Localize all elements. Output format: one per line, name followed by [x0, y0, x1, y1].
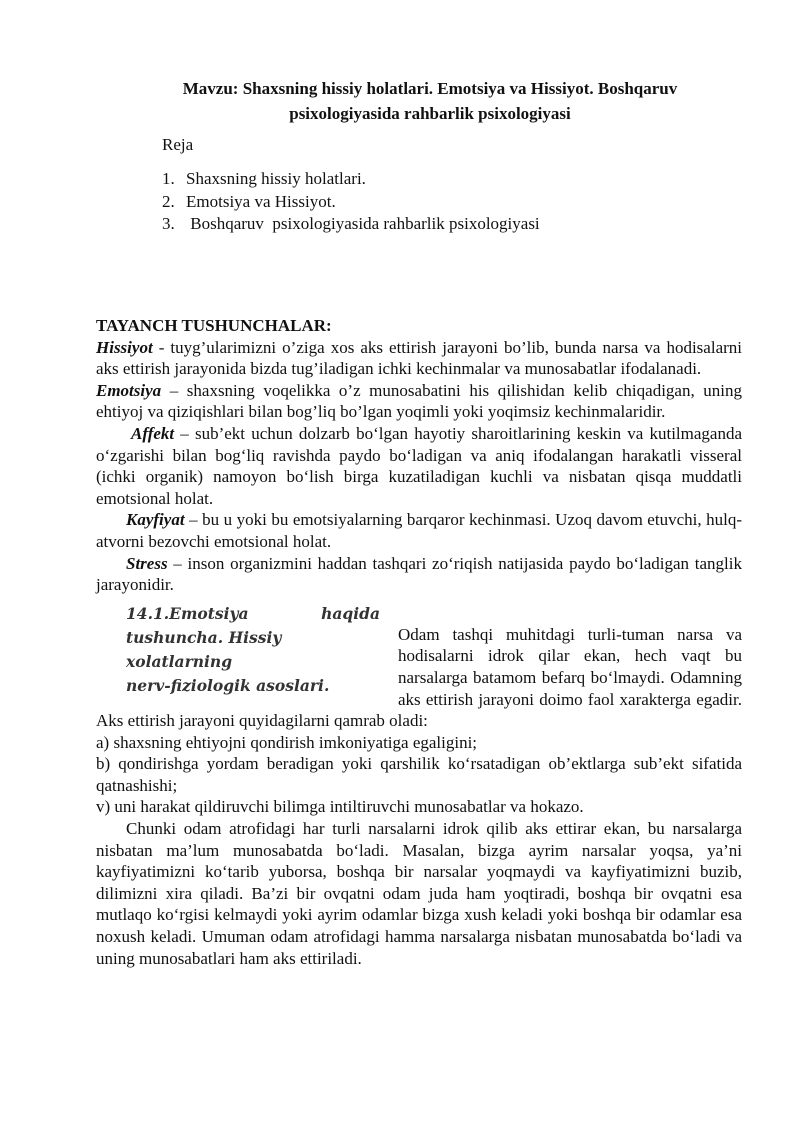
section-heading-part1: 14.1.Emotsiya: [126, 603, 249, 623]
title-line-2: psixologiyasida rahbarlik psixologiyasi: [289, 104, 571, 123]
list-item-v: v) uni harakat qildiruvchi bilimga intiltiruvchi munosabatlar va hokazo.: [96, 797, 584, 817]
section-heading-line2: tushuncha. Hissiy xolatlarning: [126, 627, 282, 671]
concept-hissiyot: Hissiyot - tuyg’ularimizni o’ziga xos aks ettirish jarayoni bo’lib, bunda narsa va hodisalarni aks ettirish jarayonida bizda tug’iladigan ichki kechinmalar va munosabatlar ifodalanadi.: [96, 337, 742, 379]
plan-item: 2. Emotsiya va Hissiyot.: [162, 191, 336, 211]
section-intro: Odam tashqi muhitdagi turli-tuman narsa va hodisalarni idrok qilar ekan, hech vaqt bu narsalarga batamom befarq bo‘lmaydi. Odamning aks ettirish jarayoni doimo faol xarakterga egadir. Aks ettirish jarayoni quyidagilarni qamrab oladi:: [96, 624, 742, 731]
list-item-b: b) qondirishga yordam beradigan yoki qarshilik ko‘rsatadigan ob’ektlarga sub’ekt sifatida qatnashishi;: [96, 754, 742, 795]
section-paragraph: Chunki odam atrofidagi har turli narsalarni idrok qilib aks ettirar ekan, bu narsalarga nisbatan ma’lum munosabatda bo‘ladi. Masalan, bizga ayrim narsalar yoqsa, ya’ni kayfiyatimizni ko‘tarib yuborsa, boshqa bir narsalar yoqmaydi va kayfiyatimizni buzib, dilimizni xira qiladi. Ba’zi bir ovqatni odam juda ham yoqtiradi, boshqa bir ovqatni esa mutlaqo ko‘rgisi kelmaydi yoki ayrim odamlar bizga xush keladi yoki boshqa bir odamlar esa noxush keladi. Umuman odam atrofidagi hamma narsalarga nisbatan munosabatda bo‘ladi va uning munosabatlari ham aks ettiriladi.: [96, 819, 742, 968]
concepts-heading: TAYANCH TUSHUNCHALAR:: [96, 316, 332, 335]
concept-affekt: Affekt – sub’ekt uchun dolzarb bo‘lgan hayotiy sharoitlarining keskin va kutilmaganda o‘zgarishi bilan bog‘liq ravishda paydo bo‘ladigan va aniq ifodalangan harakatli visseral (ichki organik) namoyon bo‘lish birga kuzatiladigan kuchli va nisbatan qisqa muddatli emotsional holat.: [96, 423, 742, 508]
concept-emotsiya: Emotsiya – shaxsning voqelikka o’z munosabatini his qilishidan kelib chiqadigan, uning ehtiyoj va qiziqishlari bilan bog’liq bo’lgan yoqimli yoki yoqimsiz kechinmalaridir.: [96, 380, 742, 422]
section-heading-line3: nerv-fiziologik asoslari.: [126, 675, 330, 695]
plan-label: Reja: [162, 135, 194, 154]
plan-item: 3. Boshqaruv psixologiyasida rahbarlik psixologiyasi: [162, 214, 540, 233]
concept-kayfiyat: Kayfiyat – bu u yoki bu emotsiyalarning barqaror kechinmasi. Uzoq davom etuvchi, hulq-atvorni bezovchi emotsional holat.: [96, 510, 742, 551]
section-heading: [96, 602, 380, 698]
document-title: [130, 76, 730, 126]
document-body: [96, 315, 742, 969]
plan-list: [162, 168, 540, 236]
concept-stress: Stress – inson organizmini haddan tashqari zo‘riqish natijasida paydo bo‘ladigan tanglik jarayonidir.: [96, 553, 742, 595]
title-line-1: Mavzu: Shaxsning hissiy holatlari. Emotsiya va Hissiyot. Boshqaruv: [182, 79, 678, 98]
section-heading-part2: haqida: [321, 603, 380, 623]
list-item-a: a) shaxsning ehtiyojni qondirish imkoniyatiga egaligini;: [96, 732, 478, 752]
plan-item: 1. Shaxsning hissiy holatlari.: [162, 169, 366, 188]
